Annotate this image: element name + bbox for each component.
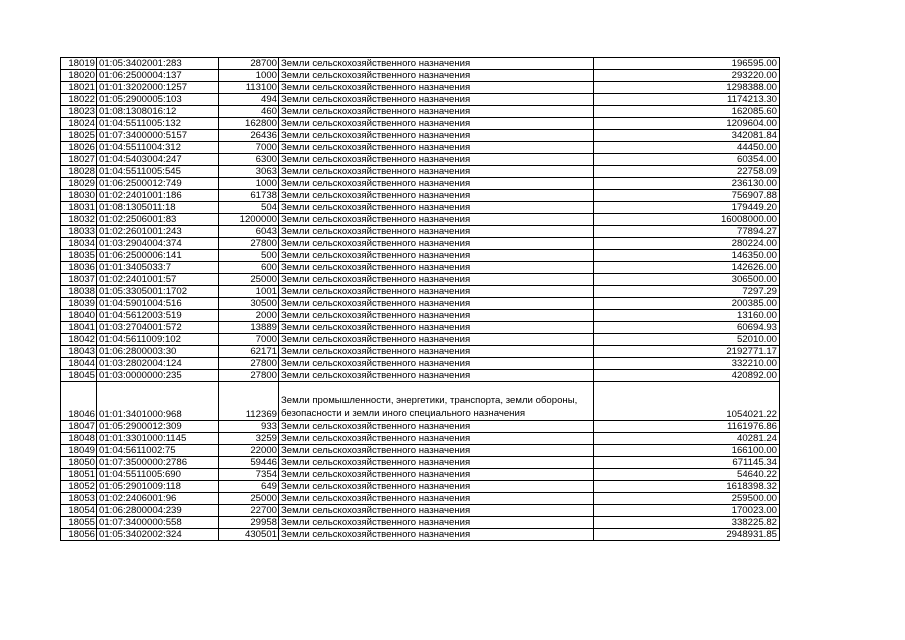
cadastral-number-cell: 01:07:3400000:558 xyxy=(97,517,219,529)
cadastral-number-cell: 01:03:0000000:235 xyxy=(97,370,219,382)
area-cell: 6300 xyxy=(219,154,279,166)
land-category-cell: Земли сельскохозяйственного назначения xyxy=(279,106,594,118)
row-number-cell: 18037 xyxy=(61,274,97,286)
cadastral-number-cell: 01:07:3400000:5157 xyxy=(97,130,219,142)
land-category-cell: Земли сельскохозяйственного назначения xyxy=(279,421,594,433)
land-category-cell: Земли сельскохозяйственного назначения xyxy=(279,262,594,274)
table-row xyxy=(61,310,780,322)
land-category-cell: Земли сельскохозяйственного назначения xyxy=(279,493,594,505)
table-row xyxy=(61,142,780,154)
land-category-cell: Земли сельскохозяйственного назначения xyxy=(279,202,594,214)
cadastral-value-cell: 1174213.30 xyxy=(594,94,780,106)
area-cell: 113100 xyxy=(219,82,279,94)
row-number-cell: 18048 xyxy=(61,433,97,445)
cadastral-value-cell: 60354.00 xyxy=(594,154,780,166)
area-cell: 27800 xyxy=(219,238,279,250)
cadastral-number-cell: 01:04:5901004:516 xyxy=(97,298,219,310)
cadastral-number-cell: 01:06:2800004:239 xyxy=(97,505,219,517)
land-category-cell: Земли сельскохозяйственного назначения xyxy=(279,517,594,529)
area-cell: 7354 xyxy=(219,469,279,481)
table-row xyxy=(61,202,780,214)
land-category-cell: Земли сельскохозяйственного назначения xyxy=(279,322,594,334)
table-row xyxy=(61,370,780,382)
cadastral-number-cell: 01:04:5511004:312 xyxy=(97,142,219,154)
land-category-cell: Земли сельскохозяйственного назначения xyxy=(279,58,594,70)
area-cell: 112369 xyxy=(219,382,279,421)
area-cell: 29958 xyxy=(219,517,279,529)
area-cell: 13889 xyxy=(219,322,279,334)
cadastral-value-cell: 280224.00 xyxy=(594,238,780,250)
cadastral-number-cell: 01:08:1305011:18 xyxy=(97,202,219,214)
table-row xyxy=(61,493,780,505)
cadastral-number-cell: 01:03:2704001:572 xyxy=(97,322,219,334)
area-cell: 6043 xyxy=(219,226,279,238)
area-cell: 61738 xyxy=(219,190,279,202)
cadastral-number-cell: 01:04:5611009:102 xyxy=(97,334,219,346)
table-row xyxy=(61,334,780,346)
table-row xyxy=(61,481,780,493)
table-row xyxy=(61,358,780,370)
area-cell: 1000 xyxy=(219,178,279,190)
row-number-cell: 18044 xyxy=(61,358,97,370)
land-category-cell: Земли сельскохозяйственного назначения xyxy=(279,94,594,106)
cadastral-value-cell: 1209604.00 xyxy=(594,118,780,130)
cadastral-number-cell: 01:02:2401001:57 xyxy=(97,274,219,286)
cadastral-value-cell: 142626.00 xyxy=(594,262,780,274)
table-row xyxy=(61,421,780,433)
cadastral-number-cell: 01:05:3402001:283 xyxy=(97,58,219,70)
area-cell: 649 xyxy=(219,481,279,493)
table-row xyxy=(61,445,780,457)
cadastral-number-cell: 01:04:5612003:519 xyxy=(97,310,219,322)
row-number-cell: 18042 xyxy=(61,334,97,346)
row-number-cell: 18027 xyxy=(61,154,97,166)
land-category-cell: Земли сельскохозяйственного назначения xyxy=(279,142,594,154)
row-number-cell: 18043 xyxy=(61,346,97,358)
land-plots-table xyxy=(60,57,780,541)
area-cell: 460 xyxy=(219,106,279,118)
cadastral-value-cell: 259500.00 xyxy=(594,493,780,505)
land-category-cell: Земли сельскохозяйственного назначения xyxy=(279,82,594,94)
land-category-cell: Земли сельскохозяйственного назначения xyxy=(279,346,594,358)
area-cell: 600 xyxy=(219,262,279,274)
cadastral-number-cell: 01:05:2900005:103 xyxy=(97,94,219,106)
cadastral-number-cell: 01:04:5511005:545 xyxy=(97,166,219,178)
land-category-cell: Земли сельскохозяйственного назначения xyxy=(279,445,594,457)
cadastral-number-cell: 01:04:5511005:132 xyxy=(97,118,219,130)
row-number-cell: 18019 xyxy=(61,58,97,70)
cadastral-value-cell: 1298388.00 xyxy=(594,82,780,94)
cadastral-number-cell: 01:06:2500004:137 xyxy=(97,70,219,82)
table-row xyxy=(61,190,780,202)
cadastral-value-cell: 22758.09 xyxy=(594,166,780,178)
row-number-cell: 18038 xyxy=(61,286,97,298)
area-cell: 494 xyxy=(219,94,279,106)
table-row xyxy=(61,70,780,82)
cadastral-value-cell: 420892.00 xyxy=(594,370,780,382)
area-cell: 25000 xyxy=(219,274,279,286)
area-cell: 22700 xyxy=(219,505,279,517)
table-row xyxy=(61,457,780,469)
row-number-cell: 18026 xyxy=(61,142,97,154)
row-number-cell: 18021 xyxy=(61,82,97,94)
table-row xyxy=(61,214,780,226)
land-plots-table-body xyxy=(61,58,780,541)
row-number-cell: 18025 xyxy=(61,130,97,142)
row-number-cell: 18034 xyxy=(61,238,97,250)
land-category-cell: Земли промышленности, энергетики, транспорта, земли обороны, безопасности и земли иного специального назначения xyxy=(279,382,594,421)
row-number-cell: 18031 xyxy=(61,202,97,214)
row-number-cell: 18049 xyxy=(61,445,97,457)
land-category-cell: Земли сельскохозяйственного назначения xyxy=(279,469,594,481)
area-cell: 430501 xyxy=(219,529,279,541)
cadastral-value-cell: 44450.00 xyxy=(594,142,780,154)
cadastral-value-cell: 671145.34 xyxy=(594,457,780,469)
land-category-cell: Земли сельскохозяйственного назначения xyxy=(279,529,594,541)
table-row xyxy=(61,505,780,517)
cadastral-number-cell: 01:06:2800003:30 xyxy=(97,346,219,358)
cadastral-value-cell: 162085.60 xyxy=(594,106,780,118)
cadastral-value-cell: 77894.27 xyxy=(594,226,780,238)
cadastral-value-cell: 60694.93 xyxy=(594,322,780,334)
area-cell: 7000 xyxy=(219,334,279,346)
row-number-cell: 18032 xyxy=(61,214,97,226)
table-row xyxy=(61,94,780,106)
land-category-cell: Земли сельскохозяйственного назначения xyxy=(279,370,594,382)
table-row xyxy=(61,286,780,298)
land-category-cell: Земли сельскохозяйственного назначения xyxy=(279,358,594,370)
area-cell: 162800 xyxy=(219,118,279,130)
table-row xyxy=(61,529,780,541)
row-number-cell: 18055 xyxy=(61,517,97,529)
cadastral-value-cell: 2948931.85 xyxy=(594,529,780,541)
cadastral-number-cell: 01:01:3401000:968 xyxy=(97,382,219,421)
area-cell: 28700 xyxy=(219,58,279,70)
cadastral-value-cell: 52010.00 xyxy=(594,334,780,346)
area-cell: 25000 xyxy=(219,493,279,505)
land-category-cell: Земли сельскохозяйственного назначения xyxy=(279,130,594,142)
land-category-cell: Земли сельскохозяйственного назначения xyxy=(279,433,594,445)
table-row xyxy=(61,262,780,274)
row-number-cell: 18039 xyxy=(61,298,97,310)
cadastral-value-cell: 756907.88 xyxy=(594,190,780,202)
land-category-cell: Земли сельскохозяйственного назначения xyxy=(279,274,594,286)
cadastral-value-cell: 306500.00 xyxy=(594,274,780,286)
land-category-cell: Земли сельскохозяйственного назначения xyxy=(279,457,594,469)
table-row xyxy=(61,322,780,334)
row-number-cell: 18052 xyxy=(61,481,97,493)
table-row xyxy=(61,382,780,421)
row-number-cell: 18053 xyxy=(61,493,97,505)
area-cell: 62171 xyxy=(219,346,279,358)
land-category-cell: Земли сельскохозяйственного назначения xyxy=(279,310,594,322)
table-row xyxy=(61,298,780,310)
row-number-cell: 18030 xyxy=(61,190,97,202)
cadastral-number-cell: 01:02:2506001:83 xyxy=(97,214,219,226)
cadastral-number-cell: 01:06:2500006:141 xyxy=(97,250,219,262)
row-number-cell: 18033 xyxy=(61,226,97,238)
land-category-cell: Земли сельскохозяйственного назначения xyxy=(279,118,594,130)
land-category-cell: Земли сельскохозяйственного назначения xyxy=(279,334,594,346)
land-category-cell: Земли сельскохозяйственного назначения xyxy=(279,286,594,298)
table-row xyxy=(61,106,780,118)
row-number-cell: 18046 xyxy=(61,382,97,421)
cadastral-value-cell: 338225.82 xyxy=(594,517,780,529)
land-category-cell: Земли сельскохозяйственного назначения xyxy=(279,505,594,517)
row-number-cell: 18040 xyxy=(61,310,97,322)
table-row xyxy=(61,82,780,94)
land-category-cell: Земли сельскохозяйственного назначения xyxy=(279,166,594,178)
land-category-cell: Земли сельскохозяйственного назначения xyxy=(279,214,594,226)
cadastral-value-cell: 1161976.86 xyxy=(594,421,780,433)
row-number-cell: 18051 xyxy=(61,469,97,481)
row-number-cell: 18045 xyxy=(61,370,97,382)
area-cell: 2000 xyxy=(219,310,279,322)
cadastral-number-cell: 01:01:3202000:1257 xyxy=(97,82,219,94)
cadastral-value-cell: 200385.00 xyxy=(594,298,780,310)
land-category-cell: Земли сельскохозяйственного назначения xyxy=(279,250,594,262)
cadastral-number-cell: 01:02:2401001:186 xyxy=(97,190,219,202)
cadastral-number-cell: 01:04:5611002:75 xyxy=(97,445,219,457)
cadastral-value-cell: 40281.24 xyxy=(594,433,780,445)
land-category-cell: Земли сельскохозяйственного назначения xyxy=(279,298,594,310)
area-cell: 7000 xyxy=(219,142,279,154)
row-number-cell: 18041 xyxy=(61,322,97,334)
cadastral-number-cell: 01:05:3402002:324 xyxy=(97,529,219,541)
area-cell: 504 xyxy=(219,202,279,214)
cadastral-value-cell: 236130.00 xyxy=(594,178,780,190)
area-cell: 1001 xyxy=(219,286,279,298)
cadastral-value-cell: 1618398.32 xyxy=(594,481,780,493)
table-row xyxy=(61,250,780,262)
land-category-cell: Земли сельскохозяйственного назначения xyxy=(279,481,594,493)
land-category-cell: Земли сельскохозяйственного назначения xyxy=(279,178,594,190)
cadastral-number-cell: 01:01:3301000:1145 xyxy=(97,433,219,445)
cadastral-number-cell: 01:05:2901009:118 xyxy=(97,481,219,493)
row-number-cell: 18047 xyxy=(61,421,97,433)
area-cell: 26436 xyxy=(219,130,279,142)
cadastral-number-cell: 01:07:3500000:2786 xyxy=(97,457,219,469)
area-cell: 500 xyxy=(219,250,279,262)
row-number-cell: 18036 xyxy=(61,262,97,274)
cadastral-value-cell: 166100.00 xyxy=(594,445,780,457)
cadastral-value-cell: 2192771.17 xyxy=(594,346,780,358)
cadastral-value-cell: 332210.00 xyxy=(594,358,780,370)
table-row xyxy=(61,238,780,250)
table-row xyxy=(61,469,780,481)
table-row xyxy=(61,433,780,445)
area-cell: 27800 xyxy=(219,370,279,382)
area-cell: 1000 xyxy=(219,70,279,82)
row-number-cell: 18020 xyxy=(61,70,97,82)
cadastral-number-cell: 01:01:3405033:7 xyxy=(97,262,219,274)
cadastral-number-cell: 01:04:5511005:690 xyxy=(97,469,219,481)
row-number-cell: 18022 xyxy=(61,94,97,106)
area-cell: 30500 xyxy=(219,298,279,310)
cadastral-value-cell: 179449.20 xyxy=(594,202,780,214)
land-category-cell: Земли сельскохозяйственного назначения xyxy=(279,154,594,166)
cadastral-value-cell: 170023.00 xyxy=(594,505,780,517)
table-row xyxy=(61,154,780,166)
cadastral-value-cell: 54640.22 xyxy=(594,469,780,481)
cadastral-value-cell: 1054021.22 xyxy=(594,382,780,421)
row-number-cell: 18024 xyxy=(61,118,97,130)
row-number-cell: 18028 xyxy=(61,166,97,178)
cadastral-value-cell: 293220.00 xyxy=(594,70,780,82)
row-number-cell: 18023 xyxy=(61,106,97,118)
row-number-cell: 18056 xyxy=(61,529,97,541)
land-category-cell: Земли сельскохозяйственного назначения xyxy=(279,226,594,238)
cadastral-number-cell: 01:03:2904004:374 xyxy=(97,238,219,250)
table-row xyxy=(61,226,780,238)
row-number-cell: 18035 xyxy=(61,250,97,262)
cadastral-number-cell: 01:08:1308016:12 xyxy=(97,106,219,118)
cadastral-value-cell: 196595.00 xyxy=(594,58,780,70)
area-cell: 1200000 xyxy=(219,214,279,226)
land-category-cell: Земли сельскохозяйственного назначения xyxy=(279,238,594,250)
table-row xyxy=(61,517,780,529)
cadastral-value-cell: 342081.84 xyxy=(594,130,780,142)
table-row xyxy=(61,58,780,70)
table-row xyxy=(61,178,780,190)
cadastral-number-cell: 01:04:5403004:247 xyxy=(97,154,219,166)
table-row xyxy=(61,118,780,130)
row-number-cell: 18050 xyxy=(61,457,97,469)
area-cell: 22000 xyxy=(219,445,279,457)
table-row xyxy=(61,130,780,142)
table-row xyxy=(61,346,780,358)
land-category-cell: Земли сельскохозяйственного назначения xyxy=(279,190,594,202)
land-category-cell: Земли сельскохозяйственного назначения xyxy=(279,70,594,82)
row-number-cell: 18054 xyxy=(61,505,97,517)
area-cell: 3063 xyxy=(219,166,279,178)
area-cell: 933 xyxy=(219,421,279,433)
cadastral-number-cell: 01:02:2406001:96 xyxy=(97,493,219,505)
cadastral-number-cell: 01:06:2500012:749 xyxy=(97,178,219,190)
table-row xyxy=(61,166,780,178)
cadastral-number-cell: 01:03:2802004:124 xyxy=(97,358,219,370)
cadastral-number-cell: 01:05:2900012:309 xyxy=(97,421,219,433)
area-cell: 3259 xyxy=(219,433,279,445)
area-cell: 27800 xyxy=(219,358,279,370)
cadastral-value-cell: 16008000.00 xyxy=(594,214,780,226)
table-row xyxy=(61,274,780,286)
cadastral-value-cell: 13160.00 xyxy=(594,310,780,322)
cadastral-value-cell: 7297.29 xyxy=(594,286,780,298)
row-number-cell: 18029 xyxy=(61,178,97,190)
area-cell: 59446 xyxy=(219,457,279,469)
cadastral-number-cell: 01:02:2601001:243 xyxy=(97,226,219,238)
cadastral-value-cell: 146350.00 xyxy=(594,250,780,262)
cadastral-number-cell: 01:05:3305001:1702 xyxy=(97,286,219,298)
